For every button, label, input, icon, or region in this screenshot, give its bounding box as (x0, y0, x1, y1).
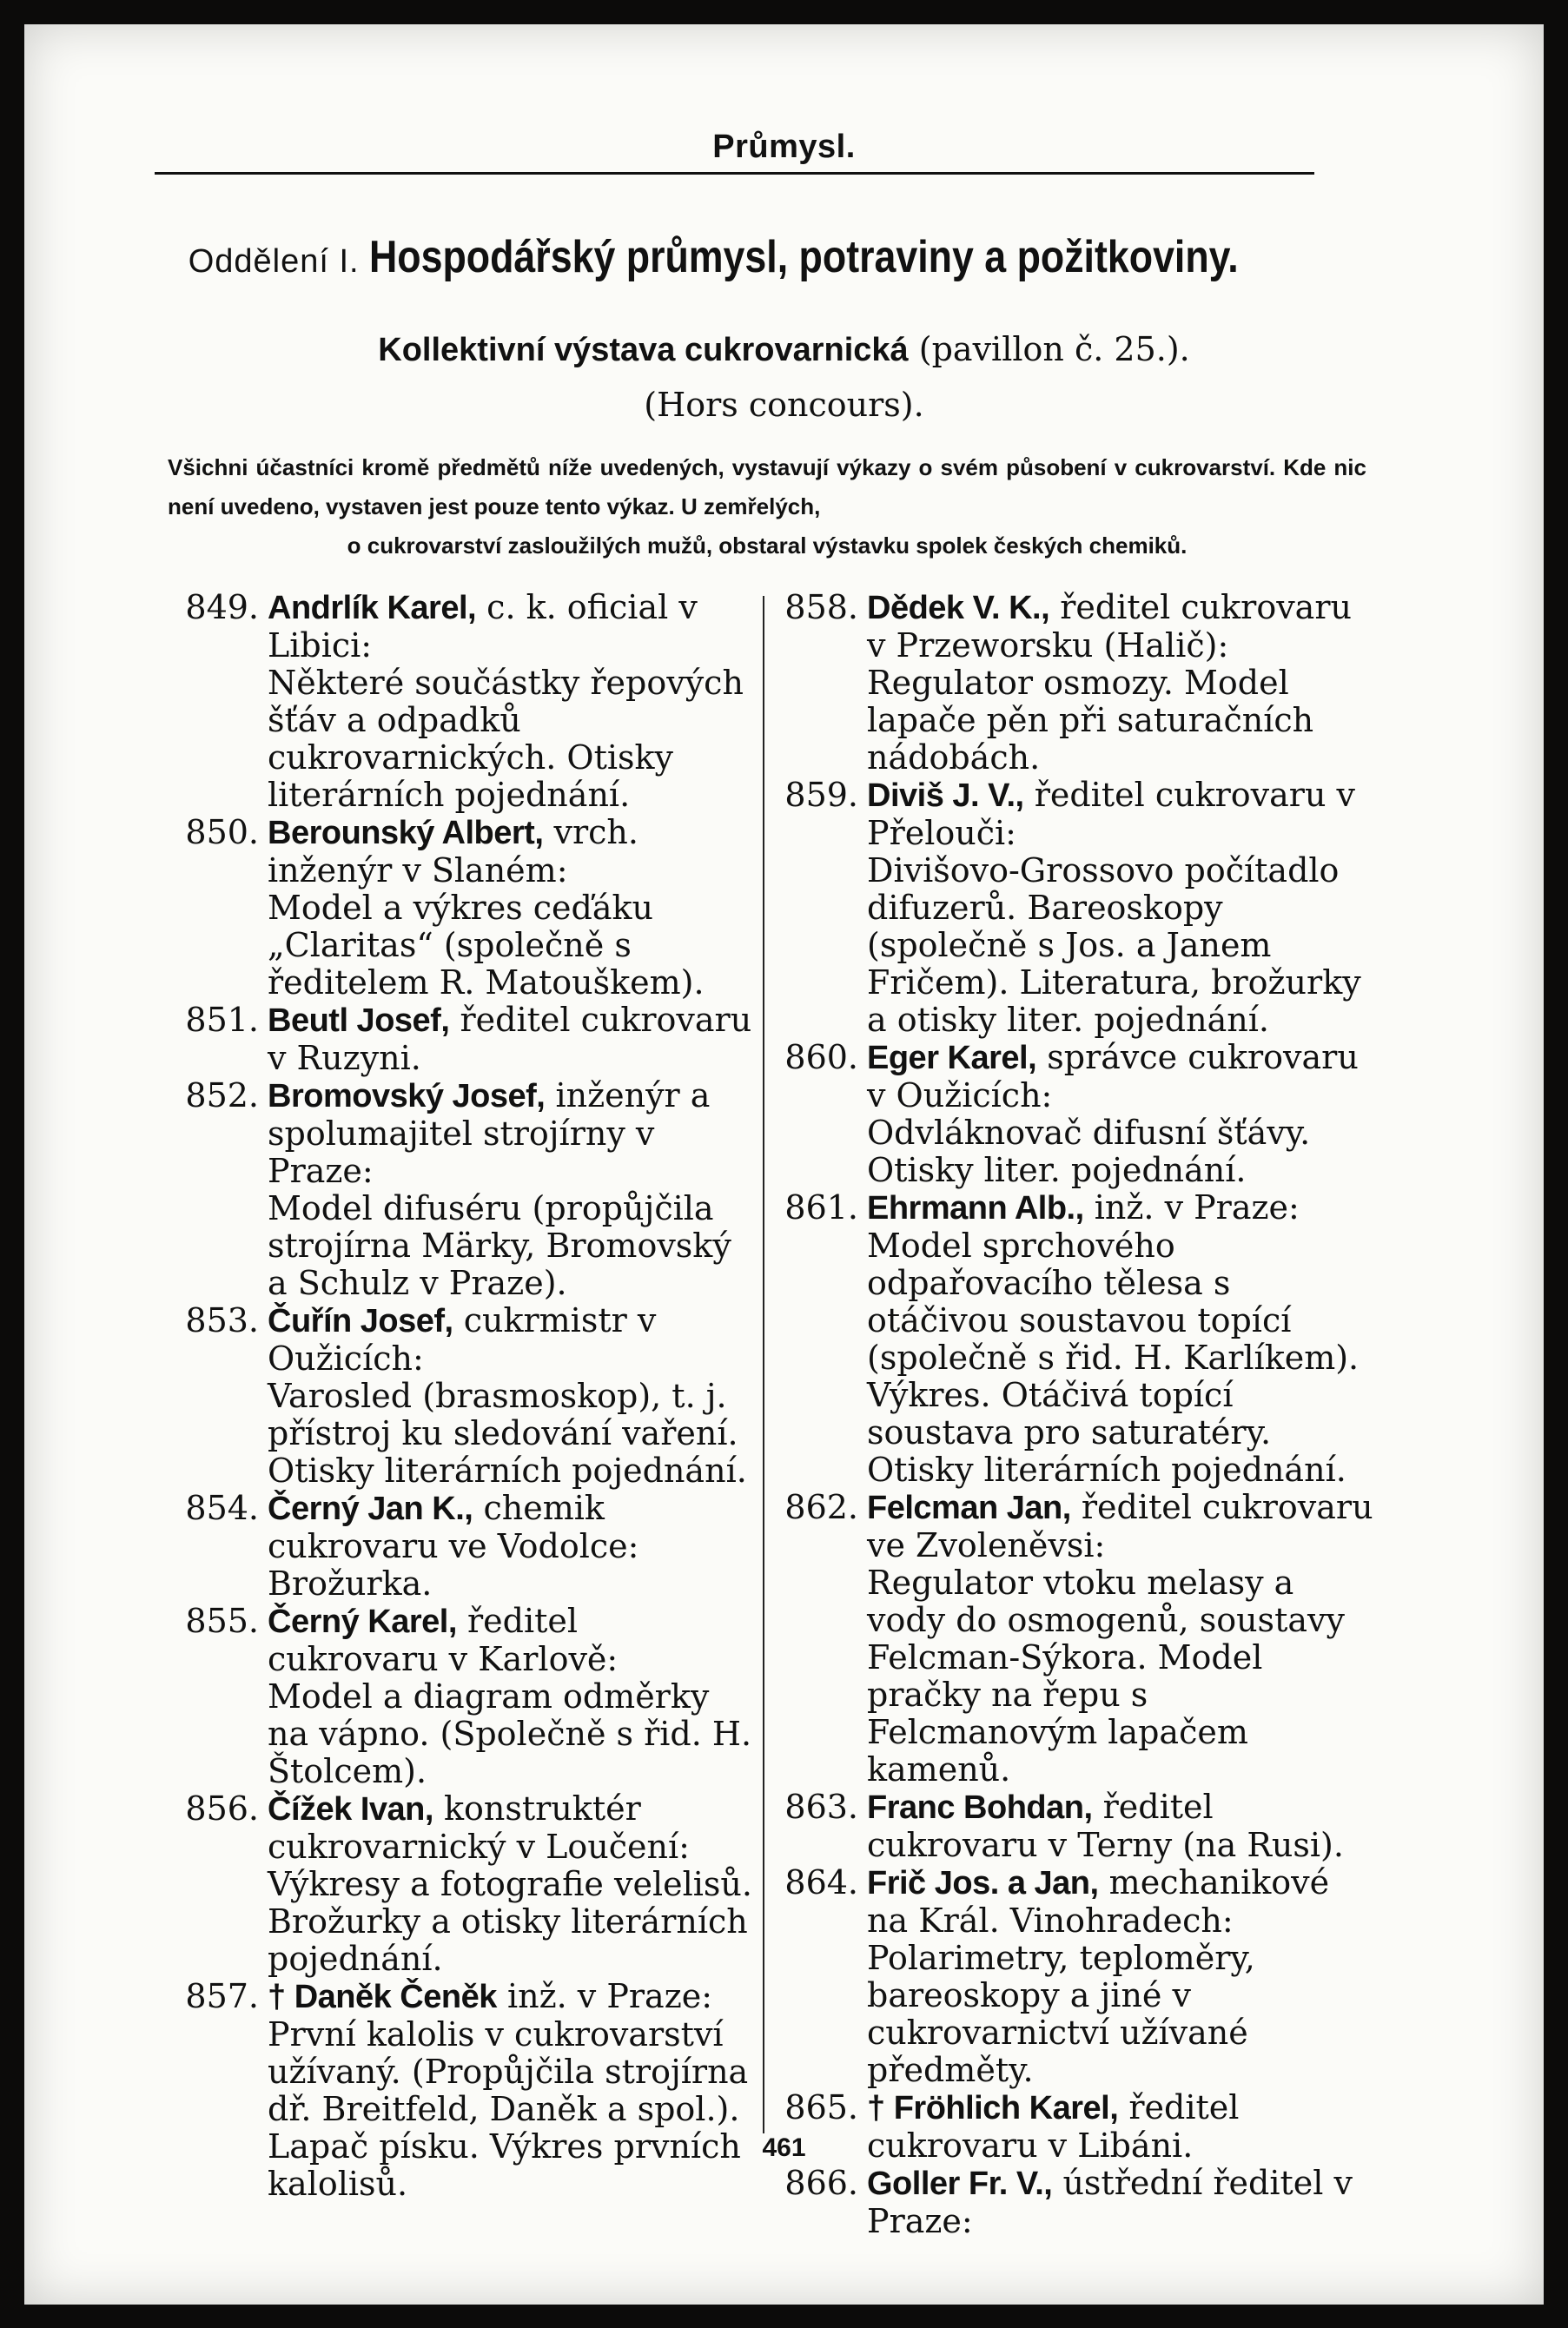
entry-name: Felcman Jan, (867, 1490, 1071, 1526)
list-item (172, 1490, 754, 1603)
list-item (771, 589, 1379, 777)
entry-role: ředitel cukrovaru v Przeworsku (Halič): (867, 588, 1352, 665)
entry-name: Eger Karel, (867, 1040, 1037, 1076)
list-item (172, 1790, 754, 1978)
entry-role: ředitel cukrovaru ve Zvoleněvsi: (867, 1488, 1373, 1564)
entry-exhibit: Regulator vtoku melasy a vody do osmogenů, soustavy Felcman-Sýkora. Model pračky na řepu s Felcmanovým lapačem kamenů. (867, 1564, 1345, 1789)
list-item (172, 814, 754, 1002)
entry-role: chemik cukrovaru ve Vodolce: (268, 1489, 639, 1565)
entry-number: 850. (185, 813, 259, 851)
entry-role: ředitel cukrovaru v Přelouči: (867, 776, 1355, 852)
department-label: Oddělení I. (188, 243, 360, 280)
entry-number: 865. (784, 2088, 858, 2126)
entry-name: Bromovský Josef, (268, 1078, 546, 1114)
entry-name: Diviš J. V., (867, 777, 1024, 814)
department-heading (24, 231, 1544, 283)
entry-role: ředitel cukrovaru v Karlově: (268, 1602, 619, 1678)
entry-number: 854. (185, 1489, 259, 1527)
list-item (172, 1002, 754, 1077)
entry-exhibit: Polarimetry, teploměry, bareoskopy a jiné v cukrovarnictví užívané předměty. (867, 1939, 1255, 2089)
list-item (771, 2165, 1379, 2240)
entry-role: ředitel cukrovaru v Ruzyni. (268, 1001, 752, 1077)
entry-exhibit: Divišovo-Grossovo počítadlo difuzerů. Bareoskopy (společně s Jos. a Janem Fričem). Literatura, brožurky a otisky liter. pojednání. (867, 851, 1361, 1039)
entry-exhibit: Regulator osmozy. Model lapače pěn při saturačních nádobách. (867, 664, 1314, 777)
entry-exhibit: Model a diagram odměrky na vápno. (Společně s řid. H. Štolcem). (268, 1677, 752, 1790)
page (24, 24, 1544, 2305)
entry-number: 866. (784, 2164, 858, 2202)
exhibit-title (24, 330, 1544, 369)
entry-number: 849. (185, 588, 259, 626)
entry-number: 859. (784, 776, 858, 814)
entry-name: Čížek Ivan, (268, 1791, 433, 1828)
entry-name: † Fröhlich Karel, (867, 2090, 1119, 2126)
entry-role: c. k. oficial v Libici: (268, 588, 698, 665)
entry-name: † Daněk Čeněk (268, 1979, 497, 2015)
running-head: Průmysl. (712, 129, 856, 165)
entry-name: Goller Fr. V., (867, 2166, 1053, 2202)
entry-role: ředitel cukrovaru v Libáni. (867, 2088, 1240, 2165)
entry-number: 852. (185, 1076, 259, 1114)
entry-exhibit: Model a výkres ceďáku „Claritas“ (společně s ředitelem R. Matouškem). (268, 889, 705, 1002)
exhibit-title-rest: (pavillon č. 25.). (918, 330, 1190, 368)
entry-name: Berounský Albert, (268, 815, 544, 851)
entry-number: 855. (185, 1602, 259, 1640)
entry-number: 863. (784, 1788, 858, 1826)
list-item (771, 1789, 1379, 1864)
entry-exhibit: Některé součástky řepových šťáv a odpadků cukrovarnických. Otisky literárních pojednání. (268, 664, 744, 814)
left-column (172, 589, 754, 2203)
intro-text: Všichni účastníci kromě předmětů níže uvedených, vystavují výkazy o svém působení v cukrovarství. Kde nic není uvedeno, vystaven jest pouze tento výkaz. U zemřelých, (168, 454, 1366, 519)
list-item (172, 1302, 754, 1490)
intro-paragraph (168, 448, 1366, 565)
intro-last-line: o cukrovarství zasloužilých mužů, obstaral výstavku spolek českých chemiků. (347, 532, 1188, 559)
department-title: Hospodářský průmysl, potraviny a požitkoviny. (368, 232, 1239, 282)
entry-role: inž. v Praze: (1094, 1188, 1300, 1227)
list-item (172, 1603, 754, 1790)
entry-name: Černý Karel, (268, 1604, 457, 1640)
page-number: 461 (762, 2133, 806, 2162)
list-item (771, 777, 1379, 1039)
entry-number: 860. (784, 1038, 858, 1076)
entry-role: inženýr a spolumajitel strojírny v Praze: (268, 1076, 711, 1190)
entry-name: Andrlík Karel, (268, 590, 477, 626)
list-item (172, 1978, 754, 2203)
entry-role: správce cukrovaru v Oužicích: (867, 1038, 1359, 1114)
entry-role: vrch. inženýr v Slaném: (268, 813, 638, 890)
entry-name: Frič Jos. a Jan, (867, 1865, 1099, 1901)
entry-number: 851. (185, 1001, 259, 1039)
entry-exhibit: Varosled (brasmoskop), t. j. přístroj ku sledování vaření. Otisky literárních pojednání. (268, 1377, 747, 1490)
entry-exhibit: Model sprchového odpařovacího tělesa s otáčivou soustavou topící (společně s řid. H. Karlíkem). Výkres. Otáčivá topící soustava pro saturatéry. Otisky literárních pojednání. (867, 1227, 1360, 1489)
entry-exhibit: Model difuséru (propůjčila strojírna Märky, Bromovský a Schulz v Praze). (268, 1189, 731, 1302)
exhibit-title-bold: Kollektivní výstava cukrovarnická (378, 332, 909, 368)
entry-number: 853. (185, 1301, 259, 1339)
entry-role: ústřední ředitel v Praze: (867, 2164, 1353, 2240)
list-item (771, 1189, 1379, 1489)
entry-exhibit: Brožurka. (268, 1564, 433, 1603)
entry-number: 861. (784, 1188, 858, 1227)
entry-name: Beutl Josef, (268, 1002, 450, 1039)
entry-role: ředitel cukrovaru v Terny (na Rusi). (867, 1788, 1344, 1864)
entry-exhibit: První kalolis v cukrovarství užívaný. (Propůjčila strojírna dř. Breitfeld, Daněk a spol.). Lapač písku. Výkres prvních kalolisů. (268, 2015, 749, 2203)
entry-number: 856. (185, 1789, 259, 1828)
list-item (771, 1039, 1379, 1189)
right-column (771, 589, 1379, 2240)
list-item (172, 589, 754, 814)
entry-name: Čuřín Josef, (268, 1303, 453, 1339)
entry-number: 864. (784, 1863, 858, 1901)
entry-exhibit: Výkresy a fotografie velelisů. Brožurky a otisky literárních pojednání. (268, 1865, 752, 1978)
entry-number: 858. (784, 588, 858, 626)
entry-name: Černý Jan K., (268, 1491, 473, 1527)
list-item (771, 1864, 1379, 2089)
list-item (172, 1077, 754, 1302)
column-divider (763, 596, 764, 2133)
entry-role: inž. v Praze: (506, 1977, 713, 2015)
entry-name: Ehrmann Alb., (867, 1190, 1084, 1227)
list-item (771, 1489, 1379, 1789)
entry-role: konstruktér cukrovarnický v Loučení: (268, 1789, 690, 1866)
entry-number: 862. (784, 1488, 858, 1526)
entry-role: cukrmistr v Oužicích: (268, 1301, 657, 1378)
entry-exhibit: Odvláknovač difusní šťávy. Otisky liter. pojednání. (867, 1114, 1311, 1189)
header-rule (155, 172, 1314, 175)
entry-name: Dědek V. K., (867, 590, 1050, 626)
hors-concours: (Hors concours). (644, 386, 924, 424)
entry-number: 857. (185, 1977, 259, 2015)
entry-name: Franc Bohdan, (867, 1789, 1093, 1826)
entry-role: mechanikové na Král. Vinohradech: (867, 1863, 1330, 1940)
